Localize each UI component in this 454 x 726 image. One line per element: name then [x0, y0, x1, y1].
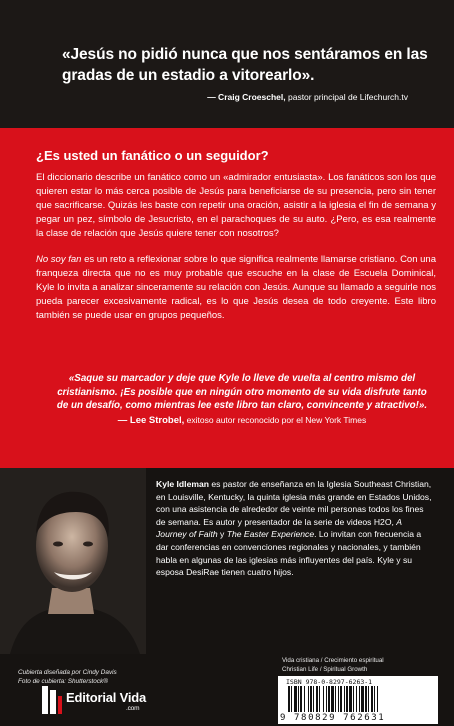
barcode-bar: [349, 686, 352, 712]
top-quote-attribution: [62, 92, 430, 102]
barcode-bar: [377, 686, 378, 712]
barcode-bar: [335, 686, 336, 712]
publisher-logo-icon: [42, 686, 62, 714]
barcode-bar: [304, 686, 305, 712]
barcode-bar: [368, 686, 369, 712]
barcode-bar: [300, 686, 302, 712]
endorsement-section: [56, 372, 428, 426]
barcode-bar: [316, 686, 318, 712]
publisher-name: [66, 690, 147, 712]
barcode-bar: [288, 686, 290, 712]
barcode-bar: [374, 686, 375, 712]
category-spanish: Vida cristiana / Crecimiento espiritual: [282, 657, 384, 664]
description-paragraph-1: El diccionario describe un fanático como un «admirador entusiasta». Los fanáticos son los que quieren estar lo más cerca posible de Jesús para beneficiarse de su presencia, pero sin tener que sacrificarse. Quizás les baste con repetir una oración, asistir a la iglesia el fin de semana y pegar un pez, símbolo de Jesucristo, en el parachoques de su auto. ¿Pero, es esa realmente la clase de relación que Jesús quiere tener con nosotros?: [36, 172, 436, 239]
author-work-1: A Journey of Faith: [156, 516, 402, 540]
endorsement-author: — Lee Strobel,: [117, 414, 185, 426]
barcode-bar: [328, 686, 330, 712]
barcode-bar: [313, 686, 314, 712]
author-name: Kyle Idleman: [156, 479, 210, 489]
endorsement-author-role: exitoso autor reconocido por el New York Times: [186, 414, 367, 425]
author-bio-part-2: y: [217, 529, 227, 540]
barcode-bar: [319, 686, 320, 712]
barcode-bar: [308, 686, 309, 712]
publisher-name-text: Editorial Vida: [66, 690, 147, 705]
barcode-icon: [286, 686, 430, 712]
endorsement-text: «Saque su marcador y deje que Kyle lo lleve de vuelta al centro mismo del cristianismo. ¡Es posible que en ningún otro momento de su vida disfrute tanto de un desafío, como mientras lee este libro tan claro, convincente y atractivo!».: [56, 373, 428, 412]
top-quote-text: «Jesús no pidió nunca que nos sentáramos en las gradas de un estadio a vitorearlo».: [62, 46, 428, 84]
top-quote-author-role: pastor principal de Lifechurch.tv: [287, 92, 408, 102]
author-photo: [0, 468, 146, 654]
barcode-bar: [291, 686, 292, 712]
category-label: [282, 656, 402, 674]
author-bio-part-3: . Lo invitan con frecuencia a dar conferencias en convenciones regionales y nacionales, y también habla en algunas de las iglesias más influyentes del país. Kyle y su esposa DesiRae tienen cuatro hijos.: [156, 529, 422, 578]
barcode-bar: [365, 686, 367, 712]
description-section: [36, 148, 436, 335]
barcode-bar: [331, 686, 334, 712]
isbn-text: ISBN 978-0-8297-6263-1: [286, 678, 373, 686]
author-work-2: The Easter Experience: [226, 529, 315, 540]
endorsement-attribution: [56, 415, 428, 426]
description-paragraph-2: [36, 253, 436, 323]
barcode-bar: [344, 686, 345, 712]
book-title: No soy fan: [36, 254, 82, 265]
barcode-bar: [340, 686, 342, 712]
barcode-bar: [326, 686, 327, 712]
barcode-bar: [294, 686, 297, 712]
barcode-bar: [361, 686, 364, 712]
barcode-bar: [356, 686, 357, 712]
barcode-bar: [323, 686, 324, 712]
barcode-bar: [338, 686, 339, 712]
barcode-digits: 9 780829 762631: [280, 713, 386, 723]
description-heading: ¿Es usted un fanático o un seguidor?: [36, 148, 269, 163]
cover-design-credit: Cubierta diseñada por Cindy Davis: [18, 669, 117, 676]
barcode-bar: [359, 686, 360, 712]
publisher-domain: .com: [126, 705, 140, 712]
barcode-box: [278, 676, 438, 724]
barcode-bar: [353, 686, 354, 712]
category-english: Christian Life / Spiritual Growth: [282, 666, 368, 673]
barcode-bar: [346, 686, 348, 712]
author-bio-part-1: es pastor de enseñanza en la Iglesia Southeast Christian, en Louisville, Kentucky, la quinta iglesia más grande en Estados Unidos, con una asistencia de alrededor de veinte mil personas todos los fines de semana. Es autor y presentador de la serie de videos H2O,: [156, 479, 432, 527]
cover-credits: [18, 668, 117, 686]
author-bio: [156, 478, 432, 579]
description-paragraph-2-text: es un reto a reflexionar sobre lo que significa realmente llamarse cristiano. Con una franqueza directa que no es muy probable que escuche en la clase de Escuela Dominical, Kyle lo invita a analizar sinceramente su relación con Jesús. Aunque su llamado a seguirle nos pueda parecer excesivamente radical, es lo que Jesús desea de todo creyente. Este libro también se puede usar en grupos pequeños.: [36, 254, 436, 321]
cover-photo-credit: Foto de cubierta: Shutterstock®: [18, 678, 108, 685]
author-portrait-illustration: [0, 468, 146, 654]
top-quote-section: [0, 0, 454, 128]
top-quote-author: — Craig Croeschel,: [207, 92, 286, 102]
barcode-bar: [310, 686, 312, 712]
barcode-bar: [298, 686, 299, 712]
barcode-bar: [371, 686, 373, 712]
